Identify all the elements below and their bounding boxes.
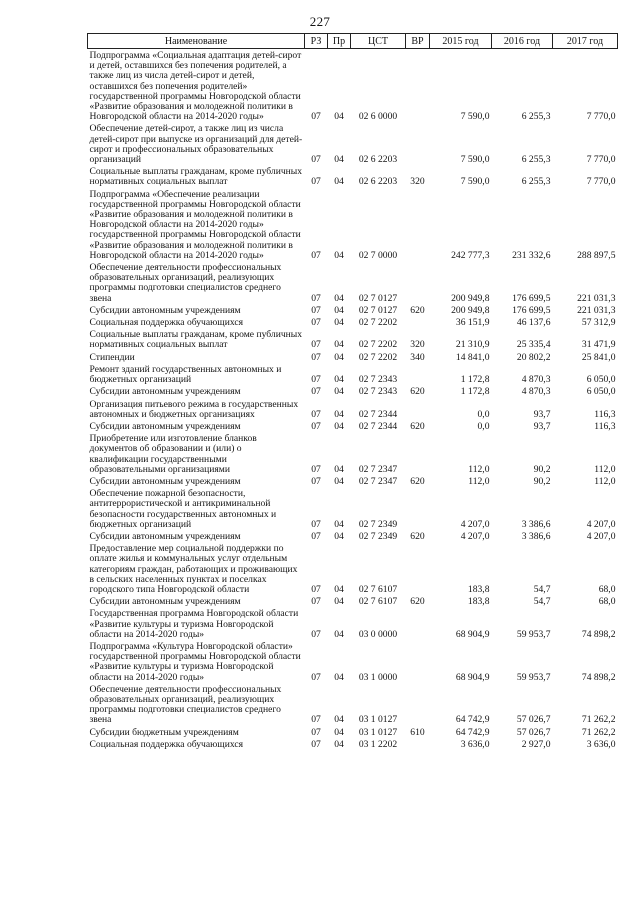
row-cst: 02 6 0000	[358, 111, 398, 123]
table-row	[88, 316, 618, 328]
row-2017: 288 897,5	[577, 249, 616, 261]
row-2015: 21 310,9	[455, 339, 490, 351]
row-pr: 04	[334, 111, 344, 123]
row-2017: 112,0	[594, 463, 616, 475]
row-2016: 93,7	[533, 408, 551, 420]
row-vr	[406, 363, 430, 385]
header-2016: 2016 год	[492, 34, 553, 49]
table-row	[88, 487, 618, 530]
table-row	[88, 304, 618, 316]
row-2016: 6 255,3	[521, 176, 551, 188]
row-rz: 07	[311, 339, 321, 351]
row-pr: 04	[334, 386, 344, 398]
row-2015: 242 777,3	[451, 249, 490, 261]
row-2017: 68,0	[598, 583, 616, 595]
row-name: Подпрограмма «Культура Новгородской области» государственной программы Новгородской области «Развитие культуры и туризма Новгородской области на 2014-2020 годы»	[89, 640, 301, 683]
row-2016: 57 026,7	[516, 714, 551, 726]
row-vr	[406, 487, 430, 530]
row-pr: 04	[334, 726, 344, 738]
row-2016: 46 137,6	[516, 317, 551, 329]
row-cst: 02 7 2343	[358, 386, 398, 398]
row-vr	[406, 188, 430, 261]
table-row	[88, 607, 618, 640]
row-cst: 02 7 6107	[358, 583, 398, 595]
row-2015: 64 742,9	[455, 726, 490, 738]
row-cst: 02 7 0127	[358, 292, 398, 304]
table-body	[88, 49, 618, 751]
row-pr: 04	[334, 463, 344, 475]
row-rz: 07	[311, 583, 321, 595]
row-2017: 7 770,0	[586, 176, 616, 188]
row-2017: 71 262,2	[581, 726, 616, 738]
row-name: Субсидии автономным учреждениям	[89, 420, 241, 432]
row-2015: 7 590,0	[460, 176, 490, 188]
header-pr: Пр	[328, 34, 351, 49]
row-2015: 200 949,8	[451, 292, 490, 304]
row-2015: 200 949,8	[451, 304, 490, 316]
row-cst: 02 7 2202	[358, 351, 398, 363]
table-row	[88, 726, 618, 738]
row-name: Приобретение или изготовление бланков документов об образовании и (или) о квалификации государственными образовательными организациями	[89, 433, 257, 475]
row-2016: 6 255,3	[521, 111, 551, 123]
row-rz: 07	[311, 176, 321, 188]
row-pr: 04	[334, 420, 344, 432]
row-name: Государственная программа Новгородской области «Развитие культуры и туризма Новгородской области на 2014-2020 годы»	[89, 608, 299, 640]
row-name: Социальные выплаты гражданам, кроме публичных нормативных социальных выплат	[89, 329, 303, 351]
row-vr	[406, 683, 430, 726]
row-cst: 02 7 0000	[358, 249, 398, 261]
row-rz: 07	[311, 351, 321, 363]
row-pr: 04	[334, 374, 344, 386]
row-rz: 07	[311, 111, 321, 123]
table-row	[88, 261, 618, 304]
row-cst: 02 6 2203	[358, 176, 398, 188]
row-name: Субсидии автономным учреждениям	[89, 596, 241, 608]
row-cst: 02 7 2344	[358, 420, 398, 432]
row-2016: 2 927,0	[521, 738, 551, 750]
table-row	[88, 683, 618, 726]
row-2015: 14 841,0	[455, 351, 490, 363]
row-2016: 54,7	[533, 596, 551, 608]
header-2015: 2015 год	[430, 34, 492, 49]
row-cst: 03 1 0000	[358, 671, 398, 683]
row-vr: 620	[410, 386, 425, 398]
row-vr: 320	[410, 176, 425, 188]
row-2015: 4 207,0	[460, 530, 490, 542]
row-name: Субсидии автономным учреждениям	[89, 304, 241, 316]
row-2015: 1 172,8	[460, 386, 490, 398]
row-rz: 07	[311, 518, 321, 530]
row-cst: 02 7 2343	[358, 374, 398, 386]
row-2017: 221 031,3	[577, 292, 616, 304]
header-cst: ЦСТ	[351, 34, 406, 49]
row-name: Субсидии автономным учреждениям	[89, 386, 241, 398]
row-pr: 04	[334, 339, 344, 351]
row-2017: 31 471,9	[581, 339, 616, 351]
table-row	[88, 640, 618, 683]
table-row	[88, 165, 618, 187]
row-2016: 59 953,7	[516, 628, 551, 640]
row-rz: 07	[311, 738, 321, 750]
row-2016: 25 335,4	[516, 339, 551, 351]
header-2017: 2017 год	[553, 34, 618, 49]
row-pr: 04	[334, 738, 344, 750]
row-name: Субсидии бюджетным учреждениям	[89, 726, 239, 738]
row-name: Социальные выплаты гражданам, кроме публичных нормативных социальных выплат	[89, 166, 303, 188]
row-2016: 3 386,6	[521, 518, 551, 530]
row-pr: 04	[334, 628, 344, 640]
row-rz: 07	[311, 463, 321, 475]
budget-table	[87, 33, 618, 750]
row-vr	[406, 398, 430, 420]
row-rz: 07	[311, 304, 321, 316]
row-pr: 04	[334, 351, 344, 363]
row-2016: 176 699,5	[512, 304, 551, 316]
header-row	[88, 34, 618, 49]
row-2015: 183,8	[467, 596, 490, 608]
row-2017: 74 898,2	[581, 671, 616, 683]
row-pr: 04	[334, 176, 344, 188]
row-pr: 04	[334, 475, 344, 487]
header-vr: ВР	[406, 34, 430, 49]
row-pr: 04	[334, 154, 344, 166]
row-name: Обеспечение детей-сирот, а также лиц из числа детей-сирот при выпуске из организаций для детей-сирот и профессиональных образовательных организаций	[89, 123, 303, 166]
row-pr: 04	[334, 292, 344, 304]
row-name: Обеспечение пожарной безопасности, антитеррористической и антикриминальной безопасности государственных автономных и бюджетных организаций	[89, 488, 277, 530]
row-2016: 59 953,7	[516, 671, 551, 683]
row-cst: 02 7 6107	[358, 596, 398, 608]
row-vr	[406, 49, 430, 123]
table-row	[88, 475, 618, 487]
row-2015: 7 590,0	[460, 154, 490, 166]
row-2015: 0,0	[477, 408, 490, 420]
row-2016: 176 699,5	[512, 292, 551, 304]
row-vr	[406, 738, 430, 750]
row-rz: 07	[311, 374, 321, 386]
row-name: Организация питьевого режима в государственных автономных и бюджетных организациях	[89, 398, 299, 420]
row-cst: 03 0 0000	[358, 628, 398, 640]
page-number: 227	[309, 14, 331, 29]
table-row	[88, 432, 618, 475]
row-2017: 4 207,0	[586, 530, 616, 542]
row-2016: 90,2	[533, 463, 551, 475]
row-2017: 112,0	[594, 475, 616, 487]
row-2015: 1 172,8	[460, 374, 490, 386]
table-row	[88, 363, 618, 385]
row-2015: 64 742,9	[455, 714, 490, 726]
row-vr: 620	[410, 420, 425, 432]
row-2017: 6 050,0	[586, 374, 616, 386]
row-vr	[406, 316, 430, 328]
row-2015: 112,0	[468, 475, 490, 487]
row-2017: 7 770,0	[586, 154, 616, 166]
row-2015: 183,8	[467, 583, 490, 595]
header-rz: РЗ	[305, 34, 328, 49]
row-2016: 57 026,7	[516, 726, 551, 738]
row-cst: 02 7 2347	[358, 475, 398, 487]
table-row	[88, 49, 618, 123]
row-2015: 68 904,9	[455, 671, 490, 683]
row-rz: 07	[311, 671, 321, 683]
row-2016: 90,2	[533, 475, 551, 487]
row-name: Ремонт зданий государственных автономных и бюджетных организаций	[89, 363, 282, 386]
table-row	[88, 188, 618, 261]
row-2015: 36 151,9	[455, 317, 490, 329]
row-2017: 74 898,2	[581, 628, 616, 640]
row-rz: 07	[311, 530, 321, 542]
row-2017: 4 207,0	[586, 518, 616, 530]
row-2015: 112,0	[468, 463, 490, 475]
row-name: Социальная поддержка обучающихся	[89, 738, 244, 750]
row-pr: 04	[334, 714, 344, 726]
row-cst: 03 1 2202	[358, 738, 398, 750]
row-cst: 02 6 2203	[358, 154, 398, 166]
row-2017: 6 050,0	[586, 386, 616, 398]
table-row	[88, 122, 618, 165]
table-row	[88, 351, 618, 363]
table-row	[88, 738, 618, 750]
row-2016: 93,7	[533, 420, 551, 432]
header-name: Наименование	[88, 34, 305, 49]
row-pr: 04	[334, 671, 344, 683]
row-2017: 116,3	[594, 408, 616, 420]
row-name: Социальная поддержка обучающихся	[89, 317, 244, 329]
table-row	[88, 420, 618, 432]
row-rz: 07	[311, 596, 321, 608]
table-row	[88, 328, 618, 350]
row-pr: 04	[334, 530, 344, 542]
row-vr	[406, 432, 430, 475]
row-name: Подпрограмма «Обеспечение реализации государственной программы Новгородской области «Развитие образования и молодежной политики в Новгородской области на 2014-2020 годы» государственной программы Новгородской области «Развитие образования и молодежной политики в Новгородской области на 2014-2020 годы»	[89, 188, 301, 261]
row-pr: 04	[334, 596, 344, 608]
row-cst: 02 7 2344	[358, 408, 398, 420]
row-2017: 68,0	[598, 596, 616, 608]
row-rz: 07	[311, 249, 321, 261]
row-pr: 04	[334, 518, 344, 530]
row-name: Предоставление мер социальной поддержки по оплате жилья и коммунальных услуг отдельным категориям граждан, работающих и проживающих в сельских населенных пунктах и поселках городского типа Новгородской области	[89, 543, 298, 595]
row-2015: 0,0	[477, 420, 490, 432]
row-pr: 04	[334, 583, 344, 595]
row-2017: 71 262,2	[581, 714, 616, 726]
row-cst: 03 1 0127	[358, 714, 398, 726]
row-pr: 04	[334, 408, 344, 420]
row-2017: 7 770,0	[586, 111, 616, 123]
row-2015: 68 904,9	[455, 628, 490, 640]
row-vr	[406, 607, 430, 640]
row-pr: 04	[334, 304, 344, 316]
row-pr: 04	[334, 317, 344, 329]
row-vr: 340	[410, 351, 425, 363]
row-2017: 25 841,0	[581, 351, 616, 363]
row-name: Субсидии автономным учреждениям	[89, 530, 241, 542]
row-vr: 320	[410, 339, 425, 351]
table-row	[88, 385, 618, 397]
row-vr: 610	[410, 726, 425, 738]
row-2016: 231 332,6	[512, 249, 551, 261]
row-2016: 4 870,3	[521, 386, 551, 398]
row-rz: 07	[311, 420, 321, 432]
row-2017: 57 312,9	[581, 317, 616, 329]
row-rz: 07	[311, 386, 321, 398]
row-vr	[406, 640, 430, 683]
row-2015: 7 590,0	[460, 111, 490, 123]
row-cst: 02 7 2202	[358, 317, 398, 329]
row-2017: 3 636,0	[586, 738, 616, 750]
row-vr	[406, 122, 430, 165]
row-rz: 07	[311, 292, 321, 304]
row-name: Стипендии	[89, 351, 135, 363]
row-name: Подпрограмма «Социальная адаптация детей-сирот и детей, оставшихся без попечения родителей, а также лиц из числа детей-сирот и детей, оставшихся без попечения родителей» государственной программы Новгородской области «Развитие образования и молодежной политики в Новгородской области на 2014-2020 годы»	[89, 50, 302, 123]
row-2015: 4 207,0	[460, 518, 490, 530]
row-rz: 07	[311, 714, 321, 726]
table-header	[88, 34, 618, 49]
row-2015: 3 636,0	[460, 738, 490, 750]
row-vr	[406, 261, 430, 304]
row-cst: 02 7 2347	[358, 463, 398, 475]
row-name: Обеспечение деятельности профессиональных образовательных организаций, реализующих программы подготовки специалистов среднего звена	[89, 262, 282, 304]
row-2016: 20 802,2	[516, 351, 551, 363]
row-pr: 04	[334, 249, 344, 261]
row-vr	[406, 542, 430, 595]
table-row	[88, 398, 618, 420]
row-name: Субсидии автономным учреждениям	[89, 475, 241, 487]
row-vr: 620	[410, 475, 425, 487]
row-2017: 116,3	[594, 420, 616, 432]
row-cst: 03 1 0127	[358, 726, 398, 738]
row-vr: 620	[410, 596, 425, 608]
row-rz: 07	[311, 475, 321, 487]
row-cst: 02 7 2349	[358, 518, 398, 530]
row-vr: 620	[410, 304, 425, 316]
row-2016: 6 255,3	[521, 154, 551, 166]
table-row	[88, 530, 618, 542]
row-cst: 02 7 0127	[358, 304, 398, 316]
row-2016: 3 386,6	[521, 530, 551, 542]
row-name: Обеспечение деятельности профессиональных образовательных организаций, реализующих программы подготовки специалистов среднего звена	[89, 683, 282, 726]
row-rz: 07	[311, 628, 321, 640]
row-rz: 07	[311, 726, 321, 738]
row-2016: 54,7	[533, 583, 551, 595]
row-rz: 07	[311, 154, 321, 166]
row-rz: 07	[311, 317, 321, 329]
row-cst: 02 7 2349	[358, 530, 398, 542]
table-row	[88, 542, 618, 595]
row-rz: 07	[311, 408, 321, 420]
row-2016: 4 870,3	[521, 374, 551, 386]
table-row	[88, 595, 618, 607]
row-vr: 620	[410, 530, 425, 542]
row-cst: 02 7 2202	[358, 339, 398, 351]
row-2017: 221 031,3	[577, 304, 616, 316]
